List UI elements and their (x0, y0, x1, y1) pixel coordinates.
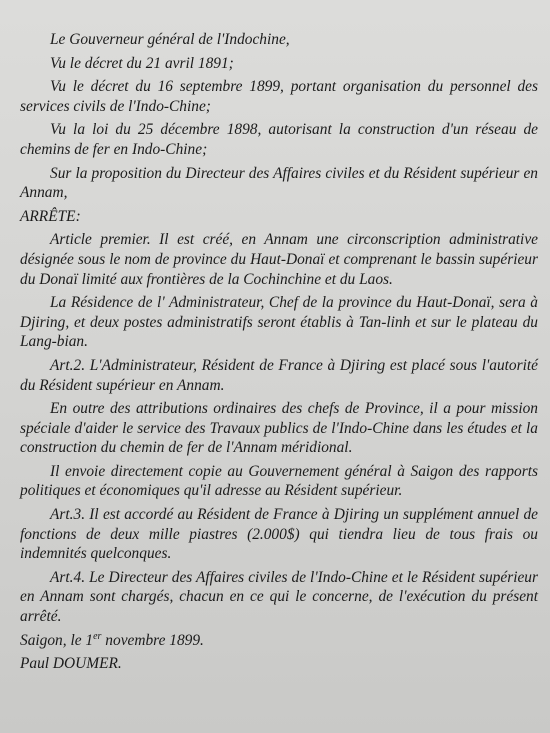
article-2-paragraph-3: Il envoie directement copie au Gouvernement général à Saigon des rapports politiques et économiques qu'il adresse au Résident supérieur. (20, 462, 538, 500)
header-line-decree-1899: Vu le décret du 16 septembre 1899, portant organisation du personnel des services civils de l'Indo-Chine; (20, 78, 538, 115)
arrete-heading: ARRÊTE: (20, 207, 81, 225)
header-line-decree-1891: Vu le décret du 21 avril 1891; (50, 54, 234, 72)
signature-place: Saigon, le 1 (20, 631, 94, 649)
signature-name: Paul DOUMER. (20, 655, 122, 673)
article-2-paragraph-1: Art.2. L'Administrateur, Résident de France à Djiring est placé sous l'autorité du Résident supérieur en Annam. (20, 356, 538, 394)
article-4: Art.4. Le Directeur des Affaires civiles de l'Indo-Chine et le Résident supérieur en Annam sont chargés, chacun en ce qui le concerne, de l'exécution du présent arrêté. (20, 568, 538, 626)
article-1-paragraph-2: La Résidence de l' Administrateur, Chef de la province du Haut-Donaï, sera à Djiring, et deux postes administratifs seront établis à Tan-linh et sur le plateau du Lang-bian. (20, 294, 538, 351)
header-line-loi-1898: Vu la loi du 25 décembre 1898, autorisant la construction d'un réseau de chemins de fer en Indo-Chine; (20, 121, 538, 158)
article-1-paragraph-1: Article premier. Il est créé, en Annam une circonscription administrative désignée sous le nom de province du Haut-Donaï et comprenant le bassin supérieur du Donaï limité aux frontières de la Cochinchine et du Laos. (20, 231, 538, 288)
article-2-paragraph-2: En outre des attributions ordinaires des chefs de Province, il a pour mission spéciale d'aider le service des Travaux publics de l'Indo-Chine dans les études et la construction du chemin de fer de l'Annam méridional. (20, 400, 538, 457)
signature-date-rest: novembre 1899. (101, 631, 204, 649)
signature-date (20, 631, 538, 651)
decree-text (20, 30, 538, 678)
header-line-governor: Le Gouverneur général de l'Indochine, (50, 31, 290, 48)
header-line-proposition: Sur la proposition du Directeur des Affaires civiles et du Résident supérieur en Annam, (20, 164, 538, 202)
signature-ordinal: er (93, 630, 102, 642)
article-3: Art.3. Il est accordé au Résident de France à Djiring un supplément annuel de fonctions de deux mille piastres (2.000$) qui tiendra lieu de tous frais ou indemnités quelconques. (20, 506, 538, 563)
